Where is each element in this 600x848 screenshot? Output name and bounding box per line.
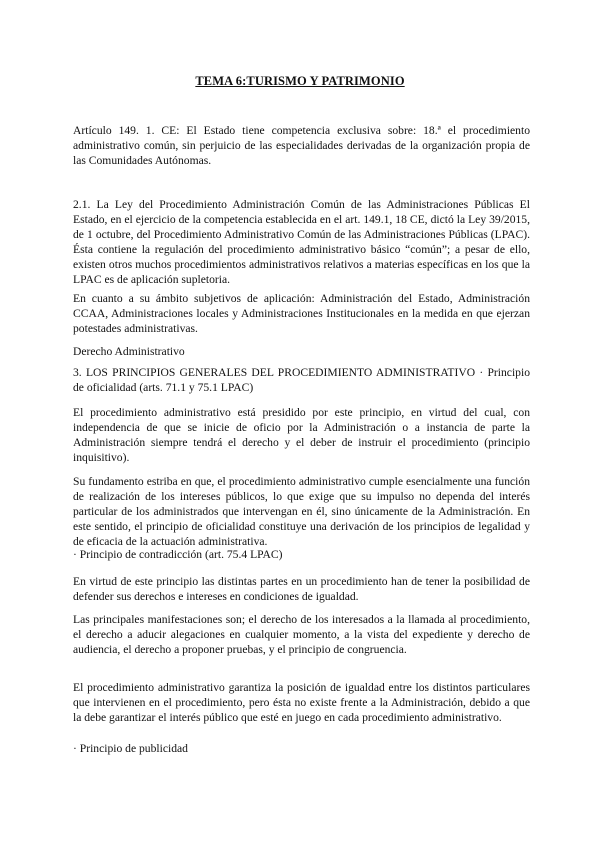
paragraph-igualdad: El procedimiento administrativo garantiza la posición de igualdad entre los distintos particulares que intervienen en el procedimiento, pero ésta no existe frente a la Administración, debido a que la debe garantizar el interés público que esté en juego en cada procedimiento administrativo. <box>73 681 530 724</box>
heading-principio-publicidad: · Principio de publicidad <box>73 742 188 755</box>
paragraph-manifestaciones: Las principales manifestaciones son; el derecho de los interesados a la llamada al procedimiento, el derecho a aducir alegaciones en cualquier momento, a la vista del expediente y derecho de audiencia, el derecho a proponer pruebas, y el principio de congruencia. <box>73 613 530 656</box>
paragraph-fundamento: Su fundamento estriba en que, el procedimiento administrativo cumple esencialmente una función de realización de los intereses públicos, lo que exige que su impulso no dependa del interés particular de los administrados que intervengan en él, sino únicamente de la Administración. En este sentido, el principio de oficialidad constituye una derivación de los principios de legalidad y de eficacia de la actuación administrativa. <box>73 475 530 548</box>
section-heading-principios: 3. LOS PRINCIPIOS GENERALES DEL PROCEDIMIENTO ADMINISTRATIVO · Principio de oficialidad (arts. 71.1 y 75.1 LPAC) <box>73 366 530 394</box>
paragraph-oficialidad: El procedimiento administrativo está presidido por este principio, en virtud del cual, con independencia de que se inicie de oficio por la Administración o a instancia de parte la Administración siempre tendrá el derecho y el deber de instruir el procedimiento (principio inquisitivo). <box>73 406 530 464</box>
document-title: TEMA 6:TURISMO Y PATRIMONIO <box>195 74 405 88</box>
heading-principio-contradiccion: · Principio de contradicción (art. 75.4 LPAC) <box>73 548 283 561</box>
paragraph-derecho-administrativo: Derecho Administrativo <box>73 345 185 358</box>
paragraph-ambito-subjetivo: En cuanto a su ámbito subjetivos de aplicación: Administración del Estado, Administración CCAA, Administraciones locales y Administraciones Institucionales en la medida en que ejerzan potestades administrativas. <box>73 292 530 335</box>
paragraph-lpac-law: 2.1. La Ley del Procedimiento Administración Común de las Administraciones Públicas El Estado, en el ejercicio de la competencia establecida en el art. 149.1, 18 CE, dictó la Ley 39/2015, de 1 octubre, del Procedimiento Administrativo Común de las Administraciones Públicas (LPAC). Ésta contiene la regulación del procedimiento administrativo básico “común”; a pesar de ello, existen otros muchos procedimientos administrativos relativos a materias específicas en los que la LPAC es de aplicación supletoria. <box>73 198 530 286</box>
paragraph-contradiccion: En virtud de este principio las distintas partes en un procedimiento han de tener la posibilidad de defender sus derechos e intereses en condiciones de igualdad. <box>73 575 530 603</box>
paragraph-article-149: Artículo 149. 1. CE: El Estado tiene competencia exclusiva sobre: 18.ª el procedimiento administrativo común, sin perjuicio de las especialidades derivadas de la organización propia de las Comunidades Autónomas. <box>73 124 530 167</box>
